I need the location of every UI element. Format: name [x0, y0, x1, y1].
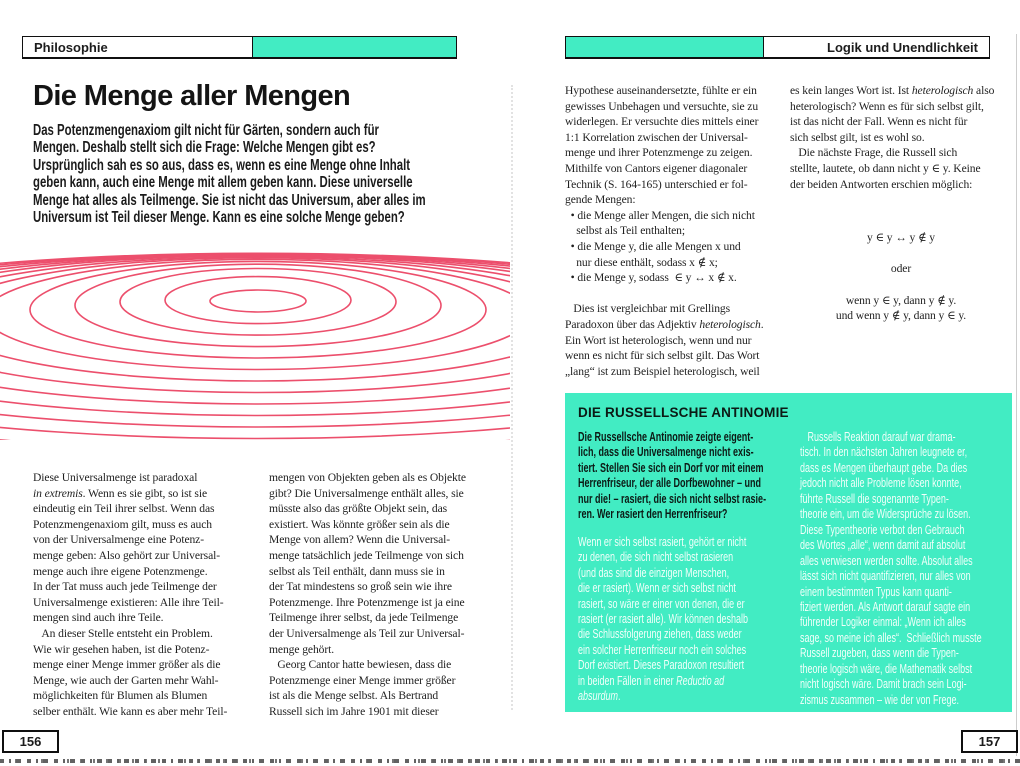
page-number-right: 157 — [961, 730, 1018, 753]
right-page — [514, 0, 1020, 766]
info-box-heading: DIE RUSSELLSCHE ANTINOMIE — [578, 405, 789, 420]
info-box-body-text: Wenn er sich selbst rasiert, gehört er nicht zu denen, die sich nicht selbst rasieren (und das sind die einzigen Menschen, die er rasiert). Wenn er sich selbst nicht rasiert, so wäre er einer von denen, die er rasiert (er rasiert alle). Wir können deshalb die Schlussfolgerung ziehen, dass weder ein solcher Herrenfriseur noch ein solches Dorf existiert. Dieses Paradoxon resultiert in beiden Fällen in einer Reductio ad absurdum. — [578, 534, 749, 704]
russell-antinomy-info-box — [565, 393, 1012, 712]
left-page-body-columns — [33, 470, 502, 720]
header-section-label-text: Philosophie — [34, 39, 108, 55]
ripple-ellipses-illustration — [0, 235, 510, 440]
body-column-2 — [790, 83, 1012, 324]
header-accent-block — [565, 36, 763, 59]
page-title: Die Menge aller Mengen — [33, 80, 351, 112]
body-column-1: Hypothese auseinandersetzte, fühlte er ein gewisses Unbehagen und versuchte, sie zu widerlegen. Er versuchte dies mittels einer 1:1 Korrelation zwischen der Universal- menge und ihrer Potenzmenge zu zeigen. Mithilfe von Cantors eigener diagonaler Technik (S. 164-165) unterschied er fol- gende Mengen: • die Menge aller Mengen, die sich nicht selbst als Teil enthalten; • die Menge y, die alle Mengen x und nur diese enthält, sodass x ∉ x; • die Menge y, sodass ∈ y ↔ x ∉ x. Dies ist vergleichbar mit Grellings Paradoxon über das Adjektiv heterologisch. Ein Wort ist heterologisch, wenn und nur wenn es nicht für sich selbst gilt. Das Wort „lang“ ist zum Beispiel heterologisch, weil — [565, 84, 764, 378]
info-box-column-2 — [800, 430, 1009, 708]
header-section-label — [22, 36, 253, 59]
left-page-header — [22, 36, 457, 59]
header-section-label — [763, 36, 990, 59]
intro-paragraph: Das Potenzmengenaxiom gilt nicht für Gärten, sondern auch für Mengen. Deshalb stellt sich die Frage: Welche Mengen gibt es? Ursprünglich sah es so aus, dass es, wenn es eine Menge ohne Inhalt geben kann, auch eine Menge mit allem geben kann. Diese universelle Menge hat alles als Teilmenge. Sie ist nicht das Universum, aber alles im Universum ist Teil dieser Menge. Kann es eine solche Menge geben? — [33, 122, 426, 227]
body-column-1: Diese Universalmenge ist paradoxal in extremis. Wenn es sie gibt, so ist sie eindeutig ein Teil ihrer selbst. Wenn das Potenzmengenaxiom gilt, muss es auch von der Universalmenge eine Potenz- menge geben: Also gehört zur Universal- menge auch ihre eigene Potenzmenge. In der Tat muss auch jede Teilmenge der Universalmenge existieren: Alle ihre Teil- mengen sind auch ihre Teile. An dieser Stelle entsteht ein Problem. Wie wir gesehen haben, ist die Potenz- menge einer Menge immer größer als die Menge, wie auch der Garten mehr Wahl- möglichkeiten für Blumen als Blumen selber enthält. Wie kann es aber mehr Teil- — [33, 471, 228, 718]
right-page-header — [565, 36, 990, 59]
page-number-left: 156 — [2, 730, 59, 753]
info-box-lead-text: Die Russellsche Antinomie zeigte eigent- lich, dass die Universalmenge nicht exis- tiert. Stellen Sie sich ein Dorf vor mit einem Herrenfriseur, der alle Dorfbewohner – und nur die! – rasiert, die sich nicht selbst rasie- ren. Wer rasiert den Herrenfriseur? — [578, 430, 767, 522]
header-accent-block — [253, 36, 457, 59]
body-column-2: mengen von Objekten geben als es Objekte gibt? Die Universalmenge enthält alles, sie müsste also das größte Objekt sein, das existiert. Was könnte größer sein als die Menge von allem? Wenn die Universal- menge tatsächlich jede Teilmenge von sich selbst als Teil enthält, dann muss sie in der Tat mindestens so groß sein wie ihre Potenzmenge. Ihre Potenzmenge ist ja eine Teilmenge ihrer selbst, da jede Teilmenge der Universalmenge als Teil zur Universal- menge gehört. Georg Cantor hatte bewiesen, dass die Potenzmenge einer Menge immer größer ist als die Menge selbst. Als Bertrand Russell sich im Jahre 1901 mit dieser — [269, 471, 466, 718]
header-section-label-text: Logik und Unendlichkeit — [827, 39, 978, 55]
logic-formula-block: y ∈ y ↔ y ∉ y oder wenn y ∈ y, dann y ∉ y. und wenn y ∉ y, dann y ∈ y. — [835, 231, 967, 323]
body-column-2-text: es kein langes Wort ist. Ist heterologisch also heterologisch? Wenn es für sich selbst gilt, ist das nicht der Fall. Wenn es nicht für sich selbst gilt, ist es wohl so. Die nächste Frage, die Russell sich stellte, lautete, ob dann nicht y ∈ y. Keine der beiden Antworten erschien möglich: — [790, 84, 995, 191]
info-box-body-text: Russells Reaktion darauf war drama- tisch. In den nächsten Jahren leugnete er, dass es Mengen überhaupt gebe. Da dies jedoch nicht alle Probleme lösen konnte, führte Russell die sogenannte Typen- theorie ein, um die Widersprüche zu lösen. Diese Typentheorie verbot den Gebrauch des Wortes „alle“, wenn damit auf absolut alles verwiesen werden sollte. Absolut alles lässt sich nicht quantifizieren, nur alles von einem bestimmten Typus kann quanti- fiziert werden. Als Antwort darauf sagte ein führender Logiker einmal: „Wenn ich alles sage, so meine ich alles“. Schließlich musste Russell zugeben, dass wenn die Typen- theorie logisch wäre, die Mathematik selbst nicht logisch wäre. Damit brach sein Logi- zismus zusammen – wie der von Frege. — [800, 430, 982, 707]
center-gutter-line — [511, 85, 513, 710]
intro-paragraph-wrap — [33, 122, 475, 226]
info-box-column-1 — [578, 430, 790, 708]
bottom-cutoff-text-strip — [0, 759, 1020, 763]
